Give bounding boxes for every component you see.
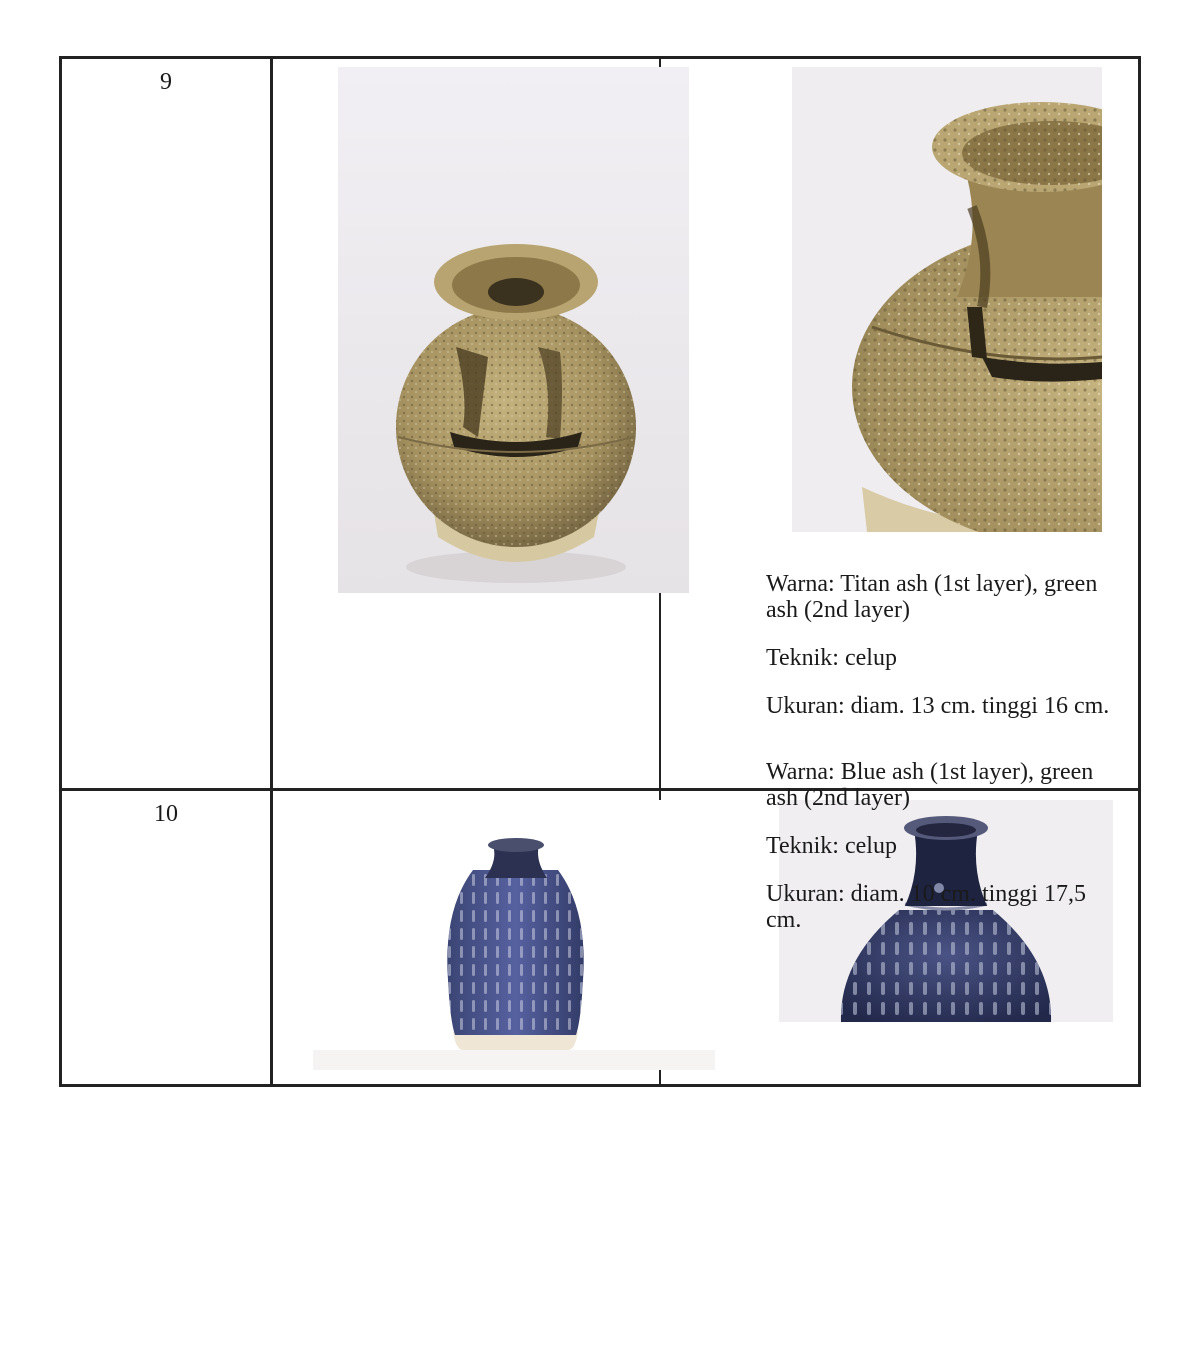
row-9-warna: Warna: Titan ash (1st layer), green ash (2nd layer) [766,571,1098,623]
inner-divider-row10-bottom [659,1070,661,1086]
table-column-divider [270,56,273,1087]
row-number-9: 9 [160,69,172,95]
vase-9-detail-photo [792,67,1102,532]
table-border-left [59,56,62,1087]
vase-9-full-photo [338,67,689,593]
row-9-ukuran: Ukuran: diam. 13 cm. tinggi 16 cm. [766,693,1110,719]
table-border-top [59,56,1141,59]
row-10-ukuran: Ukuran: diam. 10 cm. tinggi 17,5 cm. [766,881,1086,933]
row-10-warna: Warna: Blue ash (1st layer), green ash (2nd layer) [766,759,1094,811]
row-10-teknik: Teknik: celup [766,833,897,859]
inner-divider-row10-top [659,788,661,800]
vase-10-full-photo [313,800,715,1070]
inner-divider-row9-bottom [659,592,661,788]
table-border-right [1138,56,1141,1087]
row-9-teknik: Teknik: celup [766,645,897,671]
row-9-description [766,571,1126,741]
row-number-10: 10 [154,801,178,827]
row-10-description [766,759,1126,955]
table-border-bottom [59,1084,1141,1087]
